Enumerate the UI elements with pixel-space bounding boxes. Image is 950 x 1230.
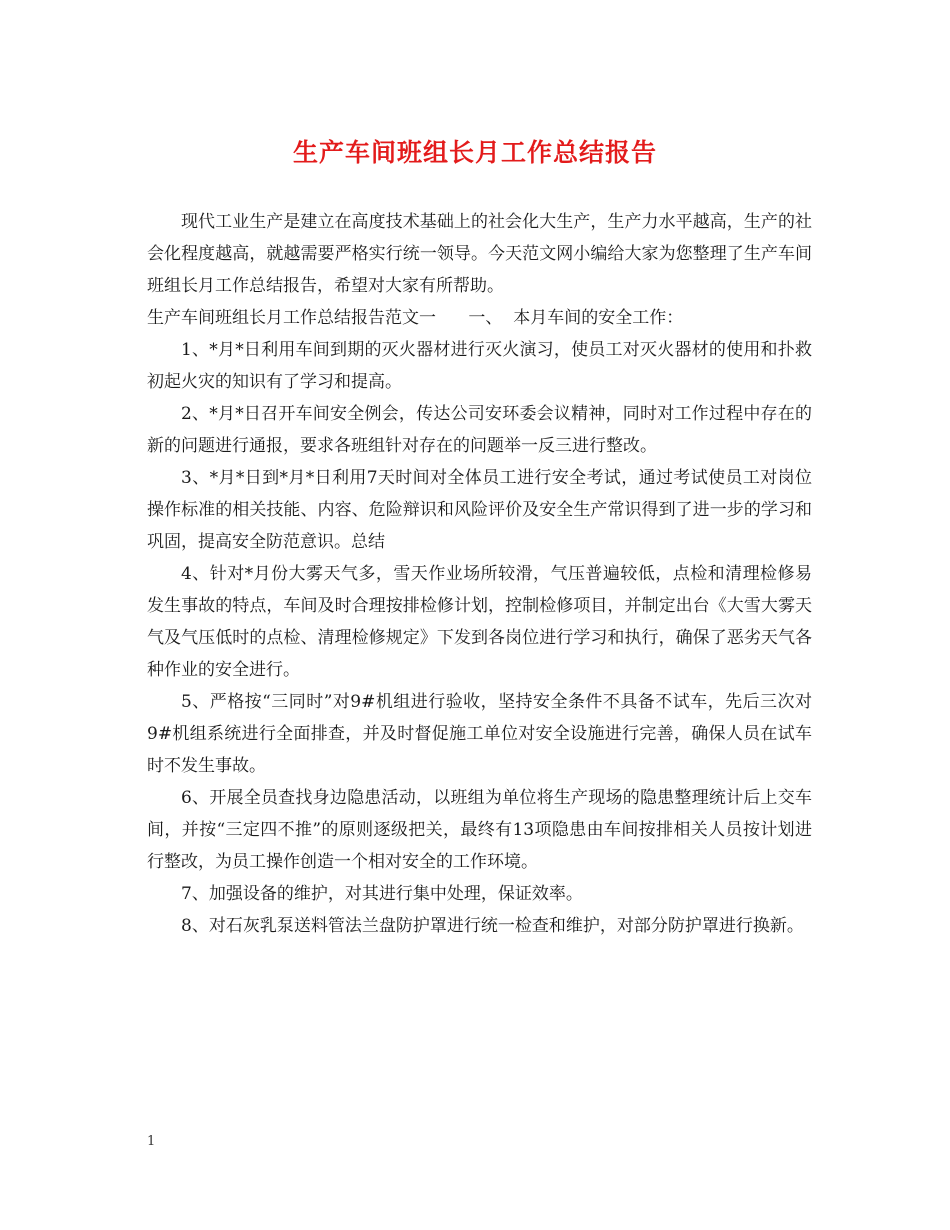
list-item-3: 3、*月*日到*月*日利用7天时间对全体员工进行安全考试，通过考试使员工对岗位操作标准的相关技能、内容、危险辩识和风险评价及安全生产常识得到了进一步的学习和巩固，提高安全防范意识。总结: [147, 468, 812, 552]
list-item-4: 4、针对*月份大雾天气多，雪天作业场所较滑，气压普遍较低，点检和清理检修易发生事故的特点，车间及时合理按排检修计划，控制检修项目，并制定出台《大雪大雾天气及气压低时的点检、清理检修规定》下发到各岗位进行学习和执行，确保了恶劣天气各种作业的安全进行。: [147, 564, 812, 680]
list-item-1: 1、*月*日利用车间到期的灭火器材进行灭火演习，使员工对灭火器材的使用和扑救初起火灾的知识有了学习和提高。: [147, 340, 812, 392]
document-body: [147, 206, 812, 942]
list-item-2: 2、*月*日召开车间安全例会，传达公司安环委会议精神，同时对工作过程中存在的新的问题进行通报，要求各班组针对存在的问题举一反三进行整改。: [147, 404, 812, 456]
list-item-7: 7、加强设备的维护，对其进行集中处理，保证效率。: [181, 884, 583, 904]
page-number: 1: [147, 1134, 156, 1149]
list-item-8: 8、对石灰乳泵送料管法兰盘防护罩进行统一检查和维护，对部分防护罩进行换新。: [181, 916, 804, 936]
list-item-6: 6、开展全员查找身边隐患活动，以班组为单位将生产现场的隐患整理统计后上交车间，并按“三定四不推”的原则逐级把关，最终有13项隐患由车间按排相关人员按计划进行整改，为员工操作创造一个相对安全的工作环境。: [147, 788, 812, 872]
document-title: 生产车间班组长月工作总结报告: [292, 138, 657, 167]
list-item-5: 5、严格按“三同时”对9#机组进行验收，坚持安全条件不具备不试车，先后三次对9#机组系统进行全面排查，并及时督促施工单位对安全设施进行完善，确保人员在试车时不发生事故。: [147, 692, 812, 776]
intro-paragraph: 现代工业生产是建立在高度技术基础上的社会化大生产，生产力水平越高，生产的社会化程度越高，就越需要严格实行统一领导。今天范文网小编给大家为您整理了生产车间班组长月工作总结报告，希望对大家有所帮助。: [147, 212, 812, 296]
section-heading: 生产车间班组长月工作总结报告范文一 一、 本月车间的安全工作：: [147, 308, 684, 328]
